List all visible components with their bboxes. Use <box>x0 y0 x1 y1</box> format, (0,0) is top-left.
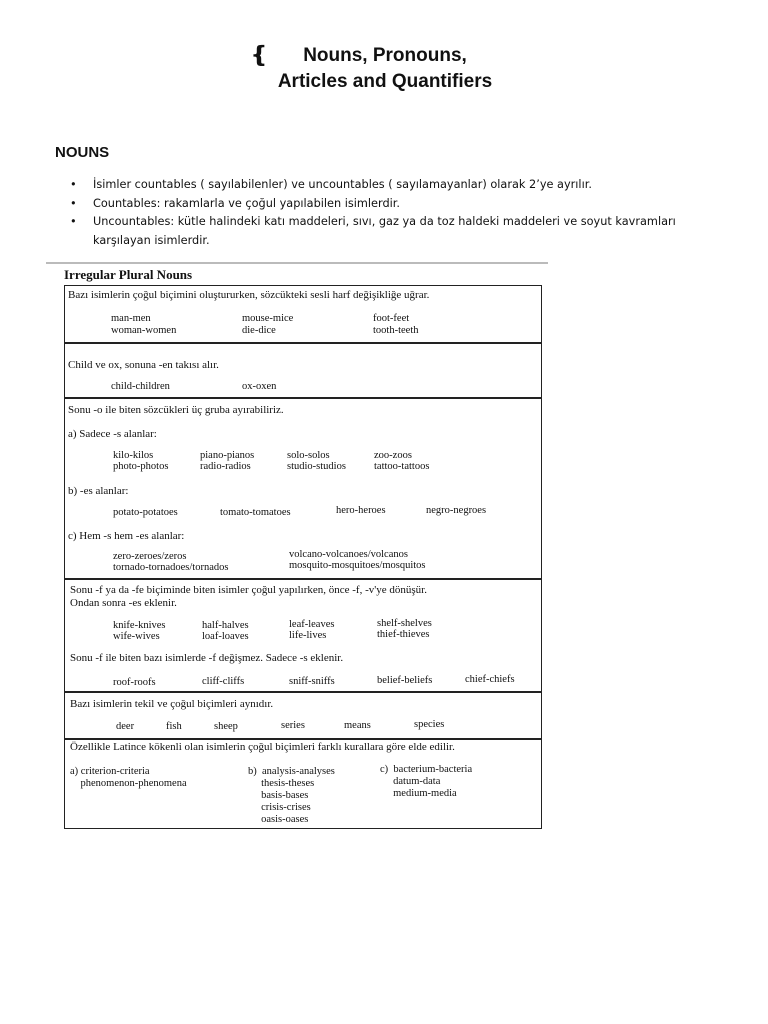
word-pair: sniff-sniffs <box>289 676 335 687</box>
bullet-text: Uncountables: kütle halindeki katı maddeleri, sıvı, gaz ya da toz haldeki maddeleri ve soyut kavramları karşılayan isimlerdir. <box>93 215 676 247</box>
word-pair: shelf-shelves <box>377 618 432 629</box>
block-intro: Sonu -o ile biten sözcükleri üç gruba ayırabiliriz. <box>68 404 284 416</box>
word-pair: tornado-tornadoes/tornados <box>113 562 229 573</box>
word-pair: radio-radios <box>200 461 251 472</box>
word-pair: man-men <box>111 313 151 324</box>
bullet-dot-icon: • <box>70 196 77 210</box>
word-pair: tomato-tomatoes <box>220 507 291 518</box>
word-pair: loaf-loaves <box>202 631 249 642</box>
word-pair: belief-beliefs <box>377 675 433 686</box>
scan-top-rule <box>46 262 548 264</box>
word: deer <box>116 721 135 732</box>
block-intro: Bazı isimlerin tekil ve çoğul biçimleri aynıdır. <box>70 698 274 710</box>
word-pair: volcano-volcanoes/volcanos <box>289 549 408 560</box>
word-pair: die-dice <box>242 325 276 336</box>
latin-group-b: b) analysis-analyses thesis-theses basis-bases crisis-crises oasis-oases <box>248 766 335 825</box>
block-intro: Child ve ox, sonuna -en takısı alır. <box>68 359 219 371</box>
table-divider <box>64 691 542 693</box>
block-intro: Sonu -f ya da -fe biçiminde biten isimler çoğul yapılırken, önce -f, -v'ye dönüşür. <box>70 584 427 596</box>
word-pair: thief-thieves <box>377 629 430 640</box>
bullet-text: İsimler countables ( sayılabilenler) ve uncountables ( sayılamayanlar) olarak 2’ye ayrılır. <box>93 178 592 191</box>
word: species <box>414 719 445 730</box>
bullet-dot-icon: • <box>70 215 77 228</box>
table-divider <box>64 578 542 580</box>
word-pair: studio-studios <box>287 461 346 472</box>
word: means <box>344 720 371 731</box>
group-label: b) -es alanlar: <box>68 485 129 497</box>
word-pair: wife-wives <box>113 631 160 642</box>
word-pair: piano-pianos <box>200 450 255 461</box>
section-heading-nouns: NOUNS <box>55 144 110 161</box>
word-pair: woman-women <box>111 325 177 336</box>
word-pair: half-halves <box>202 620 249 631</box>
word-pair: foot-feet <box>373 313 410 324</box>
word-pair: hero-heroes <box>336 505 386 516</box>
bullet-list <box>70 176 690 250</box>
title-line-1: Nouns, Pronouns, <box>303 45 467 66</box>
bullet-item <box>70 213 690 250</box>
word-pair: tattoo-tattoos <box>374 461 430 472</box>
word-pair: solo-solos <box>287 450 330 461</box>
word-pair: potato-potatoes <box>113 507 178 518</box>
block-intro: Bazı isimlerin çoğul biçimini oluştururken, sözcükteki sesli harf değişikliğe uğrar. <box>68 289 430 301</box>
latin-group-a: a) criterion-criteria phenomenon-phenomena <box>70 766 187 789</box>
word-pair: roof-roofs <box>113 677 156 688</box>
table-divider <box>64 738 542 740</box>
bullet-text: Countables: rakamlarla ve çoğul yapılabilen isimlerdir. <box>93 196 400 210</box>
table-divider <box>64 397 542 399</box>
bullet-item <box>70 176 690 195</box>
table-divider <box>64 342 542 344</box>
word-pair: zoo-zoos <box>374 450 412 461</box>
word-pair: child-children <box>111 381 170 392</box>
block-intro: Özellikle Latince kökenli olan isimlerin çoğul biçimleri farklı kurallara göre elde edilir. <box>70 741 455 753</box>
word-pair: negro-negroes <box>426 505 487 516</box>
title-line-2: Articles and Quantifiers <box>277 71 493 92</box>
word-pair: tooth-teeth <box>373 325 419 336</box>
bullet-dot-icon: • <box>70 178 77 191</box>
word-pair: ox-oxen <box>242 381 277 392</box>
page-title <box>200 43 570 95</box>
word-pair: leaf-leaves <box>289 619 335 630</box>
word-pair: cliff-cliffs <box>202 676 245 687</box>
word-pair: mosquito-mosquitoes/mosquitos <box>289 560 426 571</box>
block-intro: Ondan sonra -es eklenir. <box>70 597 177 609</box>
group-label: c) Hem -s hem -es alanlar: <box>68 530 185 542</box>
word: series <box>281 720 305 731</box>
latin-group-c: c) bacterium-bacteria datum-data medium-media <box>380 764 473 799</box>
bullet-item <box>70 195 690 214</box>
word-pair: life-lives <box>289 630 327 641</box>
word-pair: photo-photos <box>113 461 169 472</box>
word-pair: zero-zeroes/zeros <box>113 551 187 562</box>
word: fish <box>166 721 182 732</box>
word: sheep <box>214 721 238 732</box>
word-pair: kilo-kilos <box>113 450 154 461</box>
word-pair: chief-chiefs <box>465 674 515 685</box>
table-title: Irregular Plural Nouns <box>64 267 193 282</box>
word-pair: mouse-mice <box>242 313 294 324</box>
word-pair: knife-knives <box>113 620 166 631</box>
block-intro: Sonu -f ile biten bazı isimlerde -f değişmez. Sadece -s eklenir. <box>70 652 344 664</box>
decorative-mark: ❴ <box>250 42 269 68</box>
group-label: a) Sadece -s alanlar: <box>68 428 157 440</box>
